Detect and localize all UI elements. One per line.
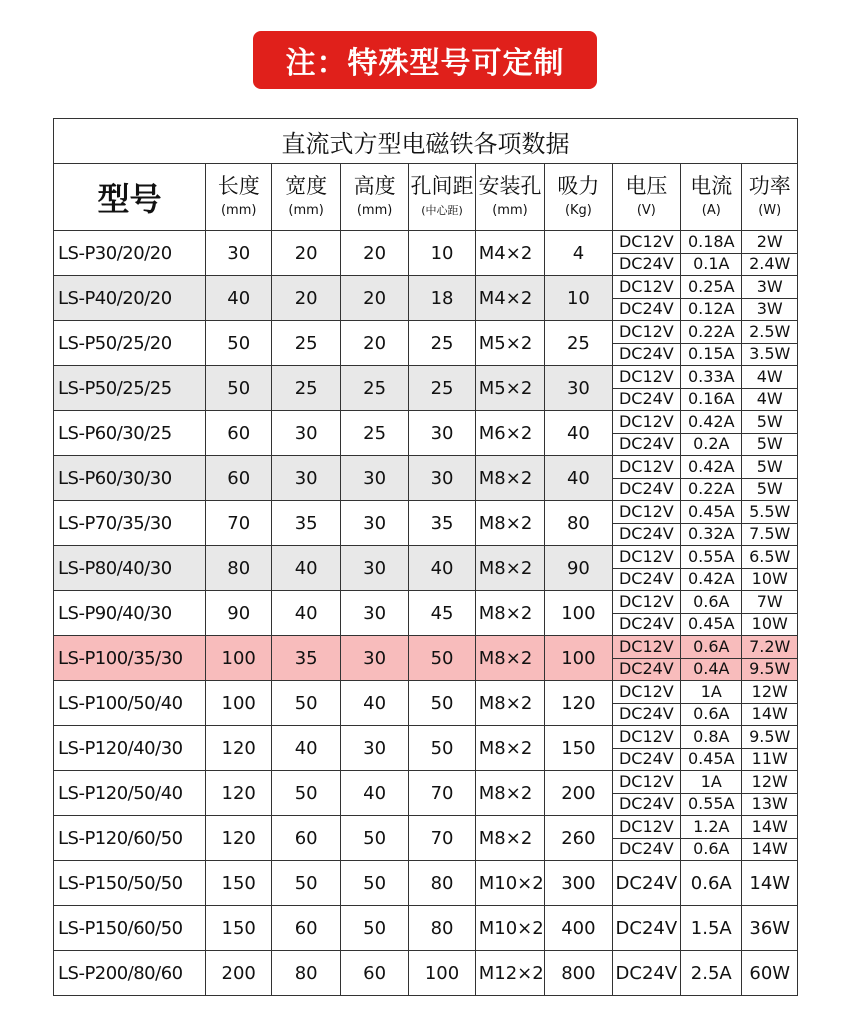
model-cell: LS-P40/20/20: [54, 276, 206, 321]
voltage-cell-24v: DC24V: [618, 704, 674, 724]
current-cell: [681, 816, 742, 861]
current-cell-12v: 0.18A: [681, 231, 741, 254]
height-cell: 40: [340, 681, 408, 726]
mount-hole-cell: M10×2: [475, 861, 544, 906]
current-cell: [681, 726, 742, 771]
length-cell: 60: [206, 456, 272, 501]
force-cell: 100: [545, 591, 612, 636]
current-cell-value: 2.5A: [690, 962, 732, 984]
height-cell: 25: [340, 366, 408, 411]
header-power: 功率 (W): [742, 164, 798, 231]
height-cell: 30: [340, 726, 408, 771]
force-cell: 260: [545, 816, 612, 861]
power-cell-12v: 7.2W: [742, 636, 797, 659]
voltage-cell-12v: DC12V: [613, 591, 680, 614]
power-cell-12v: 5.5W: [742, 501, 797, 524]
current-cell-24v: 0.45A: [687, 749, 735, 769]
voltage-cell-24v: DC24V: [618, 749, 674, 769]
mount-hole-cell: M4×2: [475, 231, 544, 276]
force-cell: 800: [545, 951, 612, 996]
current-cell: [681, 321, 742, 366]
power-cell-value: 36W: [749, 917, 791, 939]
power-cell: [742, 771, 798, 816]
mount-hole-cell: M6×2: [475, 411, 544, 456]
hole-spacing-cell: 25: [409, 366, 475, 411]
power-cell-24v: 9.5W: [749, 659, 791, 679]
power-cell-12v: 14W: [742, 816, 797, 839]
table-row: [54, 861, 798, 906]
power-cell: [742, 636, 798, 681]
mount-hole-cell: M8×2: [475, 816, 544, 861]
force-cell: 25: [545, 321, 612, 366]
width-cell: 50: [272, 681, 340, 726]
power-cell-12v: 9.5W: [742, 726, 797, 749]
model-cell: LS-P100/35/30: [54, 636, 206, 681]
header-force: 吸力 (Kg): [545, 164, 612, 231]
mount-hole-cell: M8×2: [475, 771, 544, 816]
voltage-cell-24v: DC24V: [618, 839, 674, 859]
header-row: [54, 164, 798, 231]
height-cell: 40: [340, 771, 408, 816]
current-cell: [681, 861, 742, 906]
voltage-cell-12v: DC12V: [613, 636, 680, 659]
hole-spacing-cell: 30: [409, 456, 475, 501]
force-cell: 400: [545, 906, 612, 951]
height-cell: 30: [340, 456, 408, 501]
hole-spacing-cell: 80: [409, 906, 475, 951]
voltage-cell: [612, 861, 680, 906]
model-cell: LS-P30/20/20: [54, 231, 206, 276]
voltage-cell: [612, 411, 680, 456]
force-cell: 200: [545, 771, 612, 816]
voltage-cell: [612, 771, 680, 816]
length-cell: 120: [206, 726, 272, 771]
current-cell-12v: 1A: [681, 681, 741, 704]
model-cell: LS-P100/50/40: [54, 681, 206, 726]
table-row: [54, 456, 798, 501]
mount-hole-cell: M8×2: [475, 726, 544, 771]
height-cell: 30: [340, 636, 408, 681]
power-cell-value: 60W: [749, 962, 791, 984]
current-cell: [681, 501, 742, 546]
width-cell: 25: [272, 366, 340, 411]
voltage-cell-24v: DC24V: [618, 614, 674, 634]
table-row: [54, 681, 798, 726]
length-cell: 40: [206, 276, 272, 321]
current-cell: [681, 231, 742, 276]
voltage-cell: [612, 321, 680, 366]
power-cell: [742, 321, 798, 366]
voltage-cell-12v: DC12V: [613, 366, 680, 389]
power-cell-24v: 3.5W: [749, 344, 791, 364]
header-height: 高度 (mm): [340, 164, 408, 231]
model-cell: LS-P60/30/25: [54, 411, 206, 456]
height-cell: 20: [340, 276, 408, 321]
current-cell-24v: 0.45A: [687, 614, 735, 634]
length-cell: 120: [206, 816, 272, 861]
voltage-cell-12v: DC12V: [613, 681, 680, 704]
hole-spacing-cell: 70: [409, 816, 475, 861]
voltage-cell-24v: DC24V: [618, 524, 674, 544]
width-cell: 80: [272, 951, 340, 996]
width-cell: 60: [272, 816, 340, 861]
hole-spacing-cell: 10: [409, 231, 475, 276]
length-cell: 150: [206, 861, 272, 906]
height-cell: 50: [340, 861, 408, 906]
power-cell-24v: 14W: [751, 704, 788, 724]
current-cell: [681, 636, 742, 681]
header-hole-spacing: 孔间距 (中心距): [409, 164, 475, 231]
power-cell: [742, 231, 798, 276]
hole-spacing-cell: 70: [409, 771, 475, 816]
current-cell: [681, 546, 742, 591]
current-cell-24v: 0.12A: [687, 299, 735, 319]
power-cell-12v: 2W: [742, 231, 797, 254]
force-cell: 40: [545, 411, 612, 456]
current-cell-12v: 1A: [681, 771, 741, 794]
mount-hole-cell: M8×2: [475, 456, 544, 501]
mount-hole-cell: M8×2: [475, 546, 544, 591]
model-cell: LS-P150/60/50: [54, 906, 206, 951]
power-cell: [742, 906, 798, 951]
height-cell: 20: [340, 321, 408, 366]
force-cell: 150: [545, 726, 612, 771]
power-cell-12v: 5W: [742, 411, 797, 434]
voltage-cell: [612, 726, 680, 771]
mount-hole-cell: M5×2: [475, 321, 544, 366]
current-cell-12v: 1.2A: [681, 816, 741, 839]
header-width: 宽度 (mm): [272, 164, 340, 231]
voltage-cell-12v: DC12V: [613, 816, 680, 839]
power-cell-12v: 5W: [742, 456, 797, 479]
mount-hole-cell: M4×2: [475, 276, 544, 321]
height-cell: 50: [340, 906, 408, 951]
length-cell: 50: [206, 321, 272, 366]
width-cell: 20: [272, 276, 340, 321]
current-cell-12v: 0.55A: [681, 546, 741, 569]
model-cell: LS-P70/35/30: [54, 501, 206, 546]
power-cell-24v: 10W: [751, 569, 788, 589]
voltage-cell-12v: DC12V: [613, 231, 680, 254]
width-cell: 50: [272, 861, 340, 906]
current-cell-12v: 0.42A: [681, 456, 741, 479]
model-cell: LS-P80/40/30: [54, 546, 206, 591]
header-current: 电流 (A): [681, 164, 742, 231]
mount-hole-cell: M8×2: [475, 501, 544, 546]
length-cell: 100: [206, 636, 272, 681]
voltage-cell: [612, 906, 680, 951]
custom-model-banner: 注：特殊型号可定制: [253, 31, 597, 89]
table-row: [54, 231, 798, 276]
height-cell: 50: [340, 816, 408, 861]
voltage-cell-12v: DC12V: [613, 771, 680, 794]
power-cell: [742, 501, 798, 546]
power-cell-24v: 7.5W: [749, 524, 791, 544]
power-cell-12v: 12W: [742, 771, 797, 794]
height-cell: 30: [340, 501, 408, 546]
power-cell: [742, 951, 798, 996]
model-cell: LS-P150/50/50: [54, 861, 206, 906]
length-cell: 150: [206, 906, 272, 951]
voltage-cell-24v: DC24V: [618, 389, 674, 409]
width-cell: 30: [272, 456, 340, 501]
current-cell: [681, 771, 742, 816]
current-cell-12v: 0.8A: [681, 726, 741, 749]
power-cell-24v: 4W: [756, 389, 783, 409]
current-cell-24v: 0.55A: [687, 794, 735, 814]
spec-table: [53, 118, 798, 996]
length-cell: 90: [206, 591, 272, 636]
power-cell: [742, 546, 798, 591]
current-cell-24v: 0.32A: [687, 524, 735, 544]
voltage-cell-12v: DC12V: [613, 546, 680, 569]
width-cell: 30: [272, 411, 340, 456]
voltage-cell: [612, 366, 680, 411]
voltage-cell-24v: DC24V: [618, 479, 674, 499]
hole-spacing-cell: 50: [409, 681, 475, 726]
voltage-cell: [612, 636, 680, 681]
voltage-cell-24v: DC24V: [618, 254, 674, 274]
hole-spacing-cell: 50: [409, 726, 475, 771]
power-cell-24v: 13W: [751, 794, 788, 814]
width-cell: 40: [272, 546, 340, 591]
voltage-cell-value: DC24V: [615, 917, 678, 939]
mount-hole-cell: M8×2: [475, 681, 544, 726]
current-cell: [681, 591, 742, 636]
table-row: [54, 636, 798, 681]
voltage-cell-12v: DC12V: [613, 456, 680, 479]
current-cell-24v: 0.42A: [687, 569, 735, 589]
force-cell: 40: [545, 456, 612, 501]
voltage-cell-12v: DC12V: [613, 501, 680, 524]
power-cell-value: 14W: [749, 872, 791, 894]
current-cell: [681, 276, 742, 321]
hole-spacing-cell: 50: [409, 636, 475, 681]
power-cell-12v: 4W: [742, 366, 797, 389]
mount-hole-cell: M8×2: [475, 636, 544, 681]
width-cell: 25: [272, 321, 340, 366]
table-row: [54, 771, 798, 816]
table-row: [54, 906, 798, 951]
table-row: [54, 546, 798, 591]
mount-hole-cell: M10×2: [475, 906, 544, 951]
power-cell: [742, 681, 798, 726]
model-cell: LS-P120/40/30: [54, 726, 206, 771]
hole-spacing-cell: 25: [409, 321, 475, 366]
hole-spacing-cell: 80: [409, 861, 475, 906]
force-cell: 300: [545, 861, 612, 906]
height-cell: 20: [340, 231, 408, 276]
table-row: [54, 726, 798, 771]
current-cell-24v: 0.6A: [693, 839, 730, 859]
power-cell-24v: 5W: [756, 434, 783, 454]
voltage-cell-value: DC24V: [615, 962, 678, 984]
height-cell: 60: [340, 951, 408, 996]
mount-hole-cell: M12×2: [475, 951, 544, 996]
length-cell: 200: [206, 951, 272, 996]
voltage-cell: [612, 456, 680, 501]
voltage-cell-24v: DC24V: [618, 299, 674, 319]
voltage-cell-24v: DC24V: [618, 794, 674, 814]
power-cell-12v: 6.5W: [742, 546, 797, 569]
voltage-cell-24v: DC24V: [618, 659, 674, 679]
force-cell: 80: [545, 501, 612, 546]
power-cell-12v: 7W: [742, 591, 797, 614]
table-row: [54, 501, 798, 546]
table-row: [54, 321, 798, 366]
current-cell-12v: 0.6A: [681, 636, 741, 659]
voltage-cell-24v: DC24V: [618, 434, 674, 454]
model-cell: LS-P120/50/40: [54, 771, 206, 816]
power-cell-24v: 11W: [751, 749, 788, 769]
current-cell-24v: 0.4A: [693, 659, 730, 679]
current-cell-24v: 0.1A: [693, 254, 730, 274]
current-cell-12v: 0.6A: [681, 591, 741, 614]
height-cell: 25: [340, 411, 408, 456]
voltage-cell-value: DC24V: [615, 872, 678, 894]
current-cell: [681, 681, 742, 726]
power-cell: [742, 276, 798, 321]
current-cell-12v: 0.25A: [681, 276, 741, 299]
power-cell-12v: 3W: [742, 276, 797, 299]
length-cell: 120: [206, 771, 272, 816]
voltage-cell: [612, 501, 680, 546]
width-cell: 20: [272, 231, 340, 276]
height-cell: 30: [340, 546, 408, 591]
current-cell-24v: 0.6A: [693, 704, 730, 724]
power-cell-12v: 2.5W: [742, 321, 797, 344]
table-row: [54, 816, 798, 861]
voltage-cell: [612, 276, 680, 321]
current-cell: [681, 906, 742, 951]
voltage-cell: [612, 231, 680, 276]
hole-spacing-cell: 30: [409, 411, 475, 456]
power-cell: [742, 861, 798, 906]
current-cell: [681, 366, 742, 411]
hole-spacing-cell: 100: [409, 951, 475, 996]
voltage-cell: [612, 591, 680, 636]
voltage-cell-12v: DC12V: [613, 276, 680, 299]
power-cell: [742, 411, 798, 456]
width-cell: 50: [272, 771, 340, 816]
current-cell-12v: 0.42A: [681, 411, 741, 434]
width-cell: 35: [272, 636, 340, 681]
voltage-cell: [612, 951, 680, 996]
power-cell: [742, 816, 798, 861]
current-cell-value: 0.6A: [690, 872, 732, 894]
model-cell: LS-P200/80/60: [54, 951, 206, 996]
voltage-cell-12v: DC12V: [613, 411, 680, 434]
model-cell: LS-P60/30/30: [54, 456, 206, 501]
force-cell: 10: [545, 276, 612, 321]
table-row: [54, 276, 798, 321]
voltage-cell: [612, 816, 680, 861]
power-cell-24v: 3W: [756, 299, 783, 319]
force-cell: 30: [545, 366, 612, 411]
mount-hole-cell: M8×2: [475, 591, 544, 636]
model-cell: LS-P90/40/30: [54, 591, 206, 636]
model-cell: LS-P50/25/20: [54, 321, 206, 366]
voltage-cell-24v: DC24V: [618, 569, 674, 589]
model-cell: LS-P50/25/25: [54, 366, 206, 411]
height-cell: 30: [340, 591, 408, 636]
power-cell-12v: 12W: [742, 681, 797, 704]
width-cell: 40: [272, 591, 340, 636]
table-row: [54, 366, 798, 411]
voltage-cell-24v: DC24V: [618, 344, 674, 364]
power-cell-24v: 10W: [751, 614, 788, 634]
table-title: 直流式方型电磁铁各项数据: [54, 119, 798, 164]
current-cell-12v: 0.45A: [681, 501, 741, 524]
header-voltage: 电压 (V): [612, 164, 680, 231]
force-cell: 100: [545, 636, 612, 681]
voltage-cell: [612, 546, 680, 591]
power-cell-24v: 2.4W: [749, 254, 791, 274]
voltage-cell-12v: DC12V: [613, 321, 680, 344]
current-cell-24v: 0.2A: [693, 434, 730, 454]
force-cell: 90: [545, 546, 612, 591]
length-cell: 80: [206, 546, 272, 591]
banner-wrap: [0, 31, 850, 89]
voltage-cell-12v: DC12V: [613, 726, 680, 749]
current-cell-value: 1.5A: [690, 917, 732, 939]
model-cell: LS-P120/60/50: [54, 816, 206, 861]
current-cell: [681, 951, 742, 996]
table-row: [54, 591, 798, 636]
current-cell-12v: 0.22A: [681, 321, 741, 344]
table-row: [54, 951, 798, 996]
hole-spacing-cell: 45: [409, 591, 475, 636]
header-mount-hole: 安装孔 (mm): [475, 164, 544, 231]
current-cell-24v: 0.16A: [687, 389, 735, 409]
hole-spacing-cell: 18: [409, 276, 475, 321]
hole-spacing-cell: 35: [409, 501, 475, 546]
current-cell: [681, 456, 742, 501]
current-cell-24v: 0.15A: [687, 344, 735, 364]
length-cell: 30: [206, 231, 272, 276]
current-cell: [681, 411, 742, 456]
width-cell: 35: [272, 501, 340, 546]
length-cell: 100: [206, 681, 272, 726]
length-cell: 60: [206, 411, 272, 456]
width-cell: 60: [272, 906, 340, 951]
power-cell-24v: 14W: [751, 839, 788, 859]
length-cell: 70: [206, 501, 272, 546]
force-cell: 4: [545, 231, 612, 276]
hole-spacing-cell: 40: [409, 546, 475, 591]
width-cell: 40: [272, 726, 340, 771]
current-cell-12v: 0.33A: [681, 366, 741, 389]
power-cell: [742, 456, 798, 501]
mount-hole-cell: M5×2: [475, 366, 544, 411]
table-row: [54, 411, 798, 456]
voltage-cell: [612, 681, 680, 726]
header-length: 长度 (mm): [206, 164, 272, 231]
power-cell: [742, 726, 798, 771]
power-cell: [742, 366, 798, 411]
length-cell: 50: [206, 366, 272, 411]
header-model: 型号: [54, 164, 206, 231]
power-cell: [742, 591, 798, 636]
force-cell: 120: [545, 681, 612, 726]
current-cell-24v: 0.22A: [687, 479, 735, 499]
power-cell-24v: 5W: [756, 479, 783, 499]
